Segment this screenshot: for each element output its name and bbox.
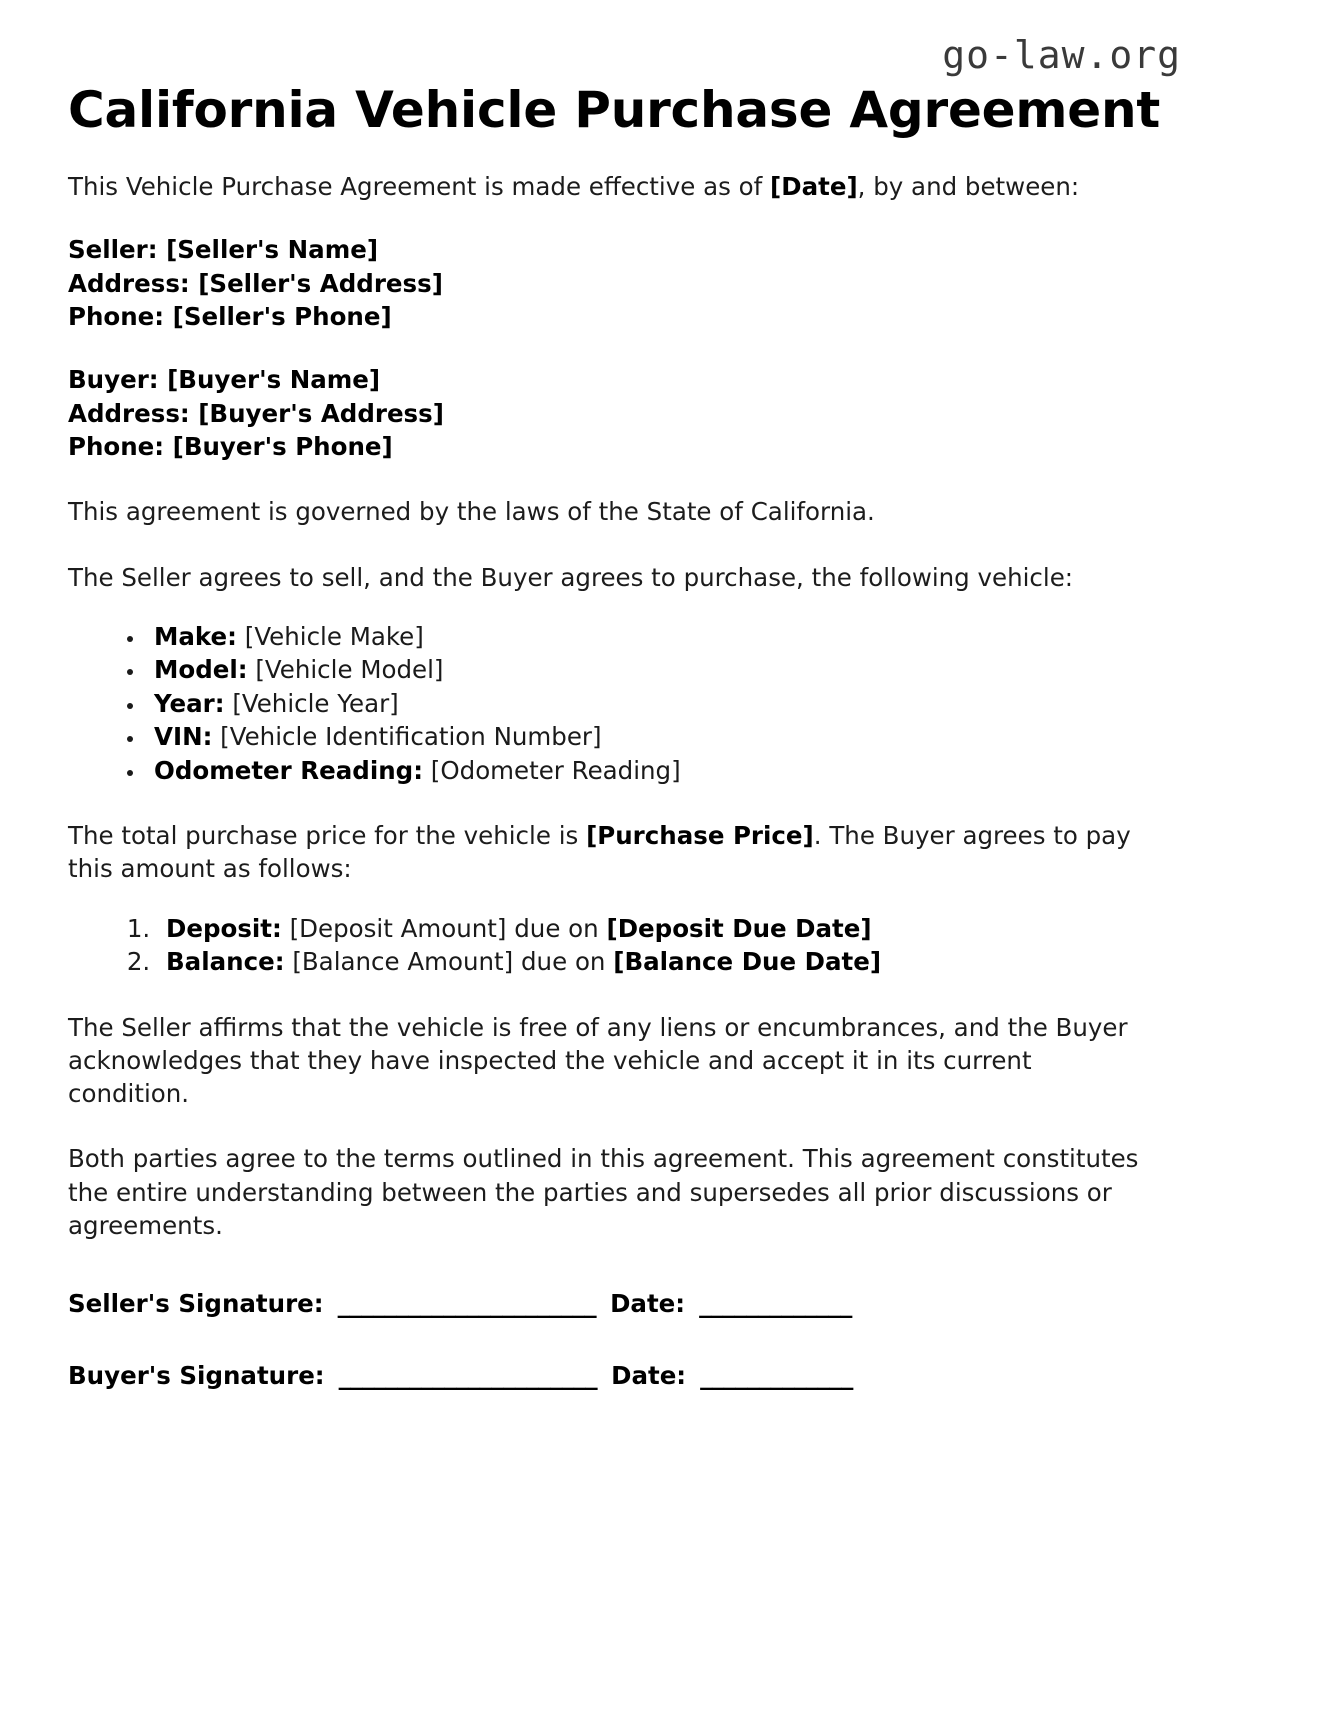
vehicle-vin-label: VIN:: [154, 722, 213, 752]
seller-name-line: Seller: [Seller's Name]: [68, 235, 379, 265]
vehicle-details-list: [68, 620, 1181, 787]
payment-schedule-list: [68, 912, 1181, 979]
price-text-after: . The Buyer agrees to pay this amount as follows:: [68, 821, 1131, 884]
balance-label: Balance:: [166, 947, 285, 977]
vehicle-odometer-value: [Odometer Reading]: [423, 755, 681, 785]
buyer-signature-label: Buyer's Signature:: [68, 1361, 325, 1391]
seller-phone-line: Phone: [Seller's Phone]: [68, 301, 392, 331]
list-item: [146, 653, 1181, 686]
list-item: [146, 620, 1181, 653]
buyer-date-label: Date:: [611, 1361, 687, 1391]
buyer-phone-line: Phone: [Buyer's Phone]: [68, 431, 393, 461]
vehicle-make-value: [Vehicle Make]: [236, 621, 424, 651]
seller-signature-label: Seller's Signature:: [68, 1289, 324, 1319]
vehicle-model-label: Model:: [154, 655, 248, 685]
balance-due-date: [Balance Due Date]: [613, 947, 882, 977]
buyer-date-line[interactable]: _____________: [700, 1361, 853, 1391]
list-item: [146, 687, 1181, 720]
deposit-due-date: [Deposit Due Date]: [606, 913, 872, 943]
intro-text-after: , by and between:: [857, 172, 1080, 201]
list-item: [158, 945, 1181, 978]
seller-party-block: [68, 233, 1181, 333]
list-item: [146, 754, 1181, 787]
entire-agreement-paragraph: Both parties agree to the terms outlined in this agreement. This agreement constitutes the entire understanding between the parties and supersedes all prior discussions or agreements.: [68, 1144, 1139, 1241]
buyer-signature-row: [68, 1360, 1181, 1392]
intro-paragraph: [68, 170, 1153, 203]
deposit-amount: [Deposit Amount] due on: [281, 913, 607, 943]
list-item: [158, 912, 1181, 945]
vehicle-year-label: Year:: [154, 688, 225, 718]
date-placeholder: [Date]: [770, 172, 858, 201]
buyer-address-line: Address: [Buyer's Address]: [68, 398, 444, 428]
site-watermark: go-law.org: [942, 33, 1181, 77]
vehicle-make-label: Make:: [154, 621, 237, 651]
governing-law-paragraph: This agreement is governed by the laws of the State of California.: [68, 497, 875, 527]
seller-date-label: Date:: [610, 1289, 686, 1319]
seller-address-line: Address: [Seller's Address]: [68, 268, 443, 298]
seller-signature-line[interactable]: ______________________: [337, 1289, 597, 1319]
buyer-signature-line[interactable]: ______________________: [338, 1361, 598, 1391]
deposit-label: Deposit:: [166, 913, 282, 943]
list-item: [146, 720, 1181, 753]
purchase-price-placeholder: [Purchase Price]: [586, 821, 814, 850]
buyer-name-line: Buyer: [Buyer's Name]: [68, 365, 381, 395]
liens-paragraph: The Seller affirms that the vehicle is free of any liens or encumbrances, and the Buyer acknowledges that they have inspected the vehicle and accept it in its current condition.: [68, 1012, 1128, 1109]
page-title: California Vehicle Purchase Agreement: [68, 81, 1161, 139]
vehicle-vin-value: [Vehicle Identification Number]: [212, 722, 602, 752]
seller-date-line[interactable]: _____________: [699, 1289, 852, 1319]
intro-text-before: This Vehicle Purchase Agreement is made effective as of: [68, 172, 771, 201]
price-text-before: The total purchase price for the vehicle is: [68, 821, 587, 850]
buyer-party-block: [68, 363, 1181, 463]
balance-amount: [Balance Amount] due on: [284, 947, 614, 977]
purchase-price-paragraph: [68, 819, 1153, 886]
vehicle-model-value: [Vehicle Model]: [247, 655, 444, 685]
vehicle-odometer-label: Odometer Reading:: [154, 755, 424, 785]
vehicle-year-value: [Vehicle Year]: [224, 688, 399, 718]
sale-intro-paragraph: The Seller agrees to sell, and the Buyer agrees to purchase, the following vehicle:: [68, 562, 1074, 592]
seller-signature-row: [68, 1288, 1181, 1320]
